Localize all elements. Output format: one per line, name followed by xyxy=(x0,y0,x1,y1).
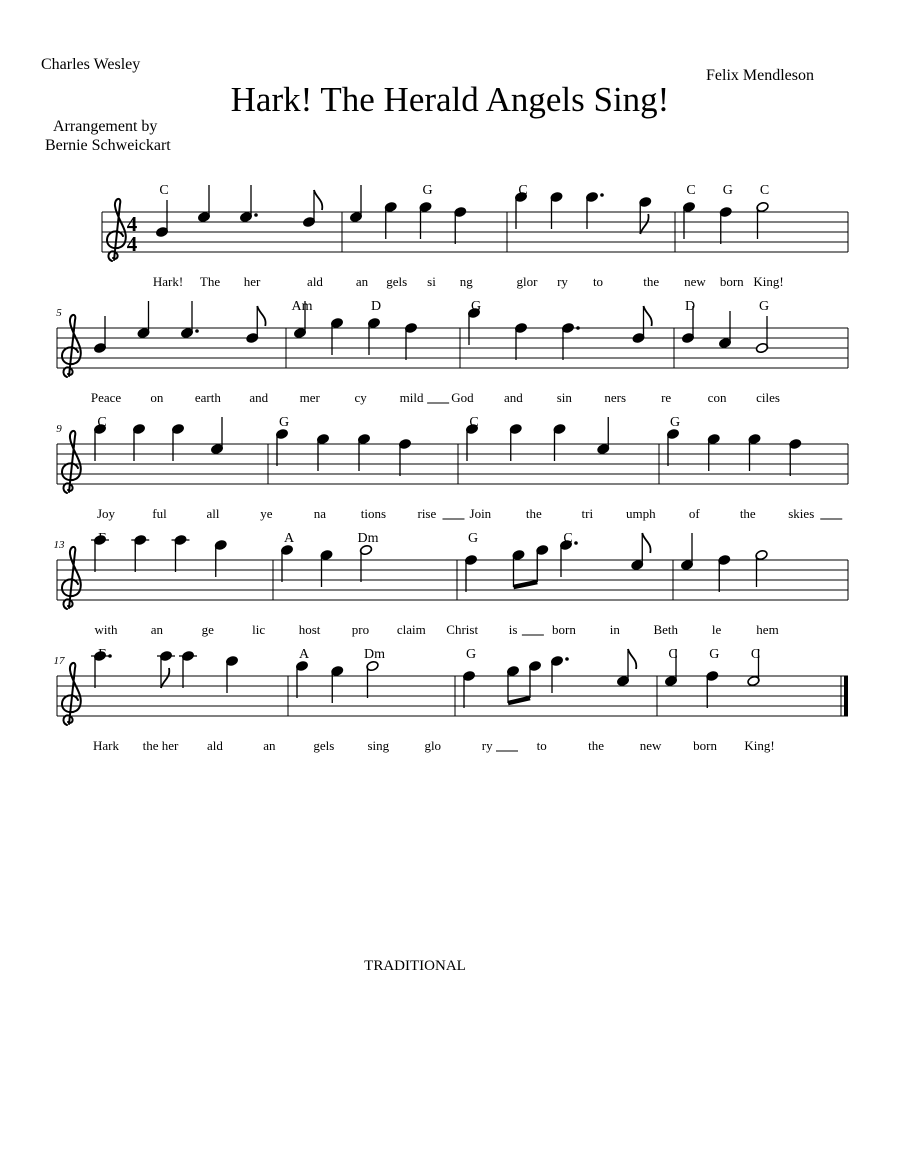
lyric-syllable: an xyxy=(355,274,369,289)
lyric-syllable: skies xyxy=(788,506,815,521)
lyric-syllable: na xyxy=(313,506,327,521)
measure-number: 9 xyxy=(56,423,62,435)
lyric-syllable: on xyxy=(150,390,164,405)
lyric-syllable: an xyxy=(150,622,164,637)
staff-system-1 xyxy=(102,212,848,252)
lyric-syllable: her xyxy=(243,274,261,289)
note-beam xyxy=(508,698,530,703)
lyric-syllable: is xyxy=(508,622,518,637)
lyric-syllable: to xyxy=(536,738,547,753)
time-signature-bottom: 4 xyxy=(126,232,138,256)
lyric-syllable: the xyxy=(525,506,542,521)
note-flag xyxy=(314,190,322,210)
lyric-syllable: ciles xyxy=(756,390,780,405)
chord-symbol: A xyxy=(298,647,310,662)
lyricist-credit: Charles Wesley xyxy=(41,56,141,73)
lyric-syllable: hem xyxy=(756,622,779,637)
note-flag xyxy=(628,649,636,669)
song-title: Hark! The Herald Angels Sing! xyxy=(230,80,670,119)
lyric-syllable: born xyxy=(693,738,717,753)
lyric-syllable: ners xyxy=(604,390,627,405)
lyric-syllable: King! xyxy=(753,274,784,289)
composer-credit: Felix Mendleson xyxy=(706,67,814,84)
lyric-syllable: ful xyxy=(152,506,167,521)
lyric-syllable: born xyxy=(719,274,744,289)
lyric-syllable: the her xyxy=(142,738,179,753)
lyric-syllable: glor xyxy=(516,274,538,289)
lyric-syllable: host xyxy=(298,622,321,637)
chord-symbol: C xyxy=(750,647,761,662)
lyric-syllable: to xyxy=(592,274,604,289)
lyric-syllable: Join xyxy=(469,506,492,521)
lyric-syllable: ald xyxy=(206,738,223,753)
note-flag xyxy=(257,306,265,326)
lyric-syllable: the xyxy=(739,506,756,521)
chord-symbol: G xyxy=(709,647,720,662)
lyric-syllable: umph xyxy=(625,506,656,521)
lyric-syllable: lic xyxy=(252,622,266,637)
chord-symbol: C xyxy=(469,415,479,430)
lyric-syllable: ge xyxy=(201,622,214,637)
lyric-syllable: Hark! xyxy=(152,274,184,289)
lyric-syllable: le xyxy=(711,622,722,637)
lyric-syllable: with xyxy=(94,622,118,637)
chord-symbol: C xyxy=(97,415,107,430)
measure-number: 13 xyxy=(53,539,65,551)
lyric-syllable: cy xyxy=(354,390,367,405)
chord-symbol: Dm xyxy=(357,531,379,546)
lyric-syllable: sin xyxy=(556,390,572,405)
lyric-syllable: pro xyxy=(351,622,370,637)
lyric-syllable: God xyxy=(451,390,474,405)
lyric-syllable: mer xyxy=(299,390,320,405)
lyric-syllable: ry xyxy=(481,738,493,753)
chord-symbol: G xyxy=(669,415,681,430)
chord-symbol: F xyxy=(98,531,106,546)
chord-symbol: C xyxy=(563,531,573,546)
lyric-syllable: all xyxy=(206,506,220,521)
lyric-syllable: ye xyxy=(260,506,273,521)
lyric-syllable: of xyxy=(688,506,700,521)
footer-traditional: TRADITIONAL xyxy=(364,958,466,974)
note-dot xyxy=(574,541,578,545)
final-barline xyxy=(844,676,848,716)
lyric-syllable: tions xyxy=(360,506,387,521)
lyric-syllable: gels xyxy=(313,738,335,753)
arranger-credit-line2: Bernie Schweickart xyxy=(45,137,171,154)
chord-symbol: C xyxy=(759,183,770,198)
note-dot xyxy=(565,657,569,661)
note-flag xyxy=(642,533,650,553)
lyric-syllable: ry xyxy=(557,274,568,289)
lyric-syllable: King! xyxy=(744,738,775,753)
lyric-syllable: born xyxy=(552,622,576,637)
lyric-syllable: mild xyxy=(399,390,424,405)
lyric-syllable: the xyxy=(643,274,660,289)
lyric-syllable: the xyxy=(588,738,605,753)
chord-symbol: F xyxy=(98,647,106,662)
note-flag xyxy=(640,214,648,234)
lyric-syllable: si xyxy=(427,274,436,289)
note-flag xyxy=(644,306,652,326)
lyric-syllable: tri xyxy=(581,506,594,521)
chord-symbol: G xyxy=(467,531,479,546)
lyric-syllable: claim xyxy=(396,622,426,637)
staff-system-5 xyxy=(57,676,848,716)
lyric-syllable: and xyxy=(249,390,269,405)
lyric-syllable: rise xyxy=(417,506,437,521)
lyric-syllable: con xyxy=(707,390,727,405)
lyric-syllable: an xyxy=(263,738,276,753)
lyric-syllable: Beth xyxy=(653,622,679,637)
measure-number: 5 xyxy=(56,307,62,319)
staff-system-3 xyxy=(57,444,848,484)
measure-number: 17 xyxy=(53,655,65,667)
chord-symbol: G xyxy=(722,183,733,198)
note-dot xyxy=(254,213,258,217)
note-dot xyxy=(195,329,199,333)
chord-symbol: D xyxy=(684,299,696,314)
chord-symbol: Am xyxy=(291,299,313,314)
lyric-syllable: Joy xyxy=(96,506,116,521)
lyric-syllable: new xyxy=(639,738,662,753)
arranger-credit-line1: Arrangement by xyxy=(53,118,158,135)
note-flag xyxy=(161,668,169,688)
note-beam xyxy=(514,582,538,587)
chord-symbol: G xyxy=(465,647,477,662)
lyric-syllable: new xyxy=(684,274,706,289)
note-dot xyxy=(576,326,580,330)
chord-symbol: C xyxy=(518,183,528,198)
lyric-syllable: re xyxy=(661,390,672,405)
lyric-syllable: earth xyxy=(194,390,221,405)
chord-symbol: G xyxy=(758,299,770,314)
chord-symbol: D xyxy=(370,299,382,314)
lyric-syllable: in xyxy=(609,622,620,637)
chord-symbol: A xyxy=(283,531,295,546)
lyric-syllable: and xyxy=(503,390,523,405)
chord-symbol: G xyxy=(422,183,433,198)
lyric-syllable: Hark xyxy=(93,738,119,753)
note-dot xyxy=(600,193,604,197)
lyric-syllable: ng xyxy=(459,274,473,289)
note-dot xyxy=(108,654,112,658)
chord-symbol: C xyxy=(686,183,696,198)
lyric-syllable: sing xyxy=(367,738,390,753)
chord-symbol: G xyxy=(278,415,290,430)
chord-symbol: C xyxy=(159,183,169,198)
lyric-syllable: The xyxy=(199,274,221,289)
chord-symbol: Dm xyxy=(364,647,385,662)
time-signature-top: 4 xyxy=(126,212,138,236)
lyric-syllable: Peace xyxy=(90,390,122,405)
lyric-syllable: Christ xyxy=(446,622,479,637)
lyric-syllable: gels xyxy=(386,274,408,289)
chord-symbol: C xyxy=(668,647,678,662)
lyric-syllable: ald xyxy=(307,274,323,289)
chord-symbol: G xyxy=(470,299,482,314)
lyric-syllable: glo xyxy=(424,738,442,753)
